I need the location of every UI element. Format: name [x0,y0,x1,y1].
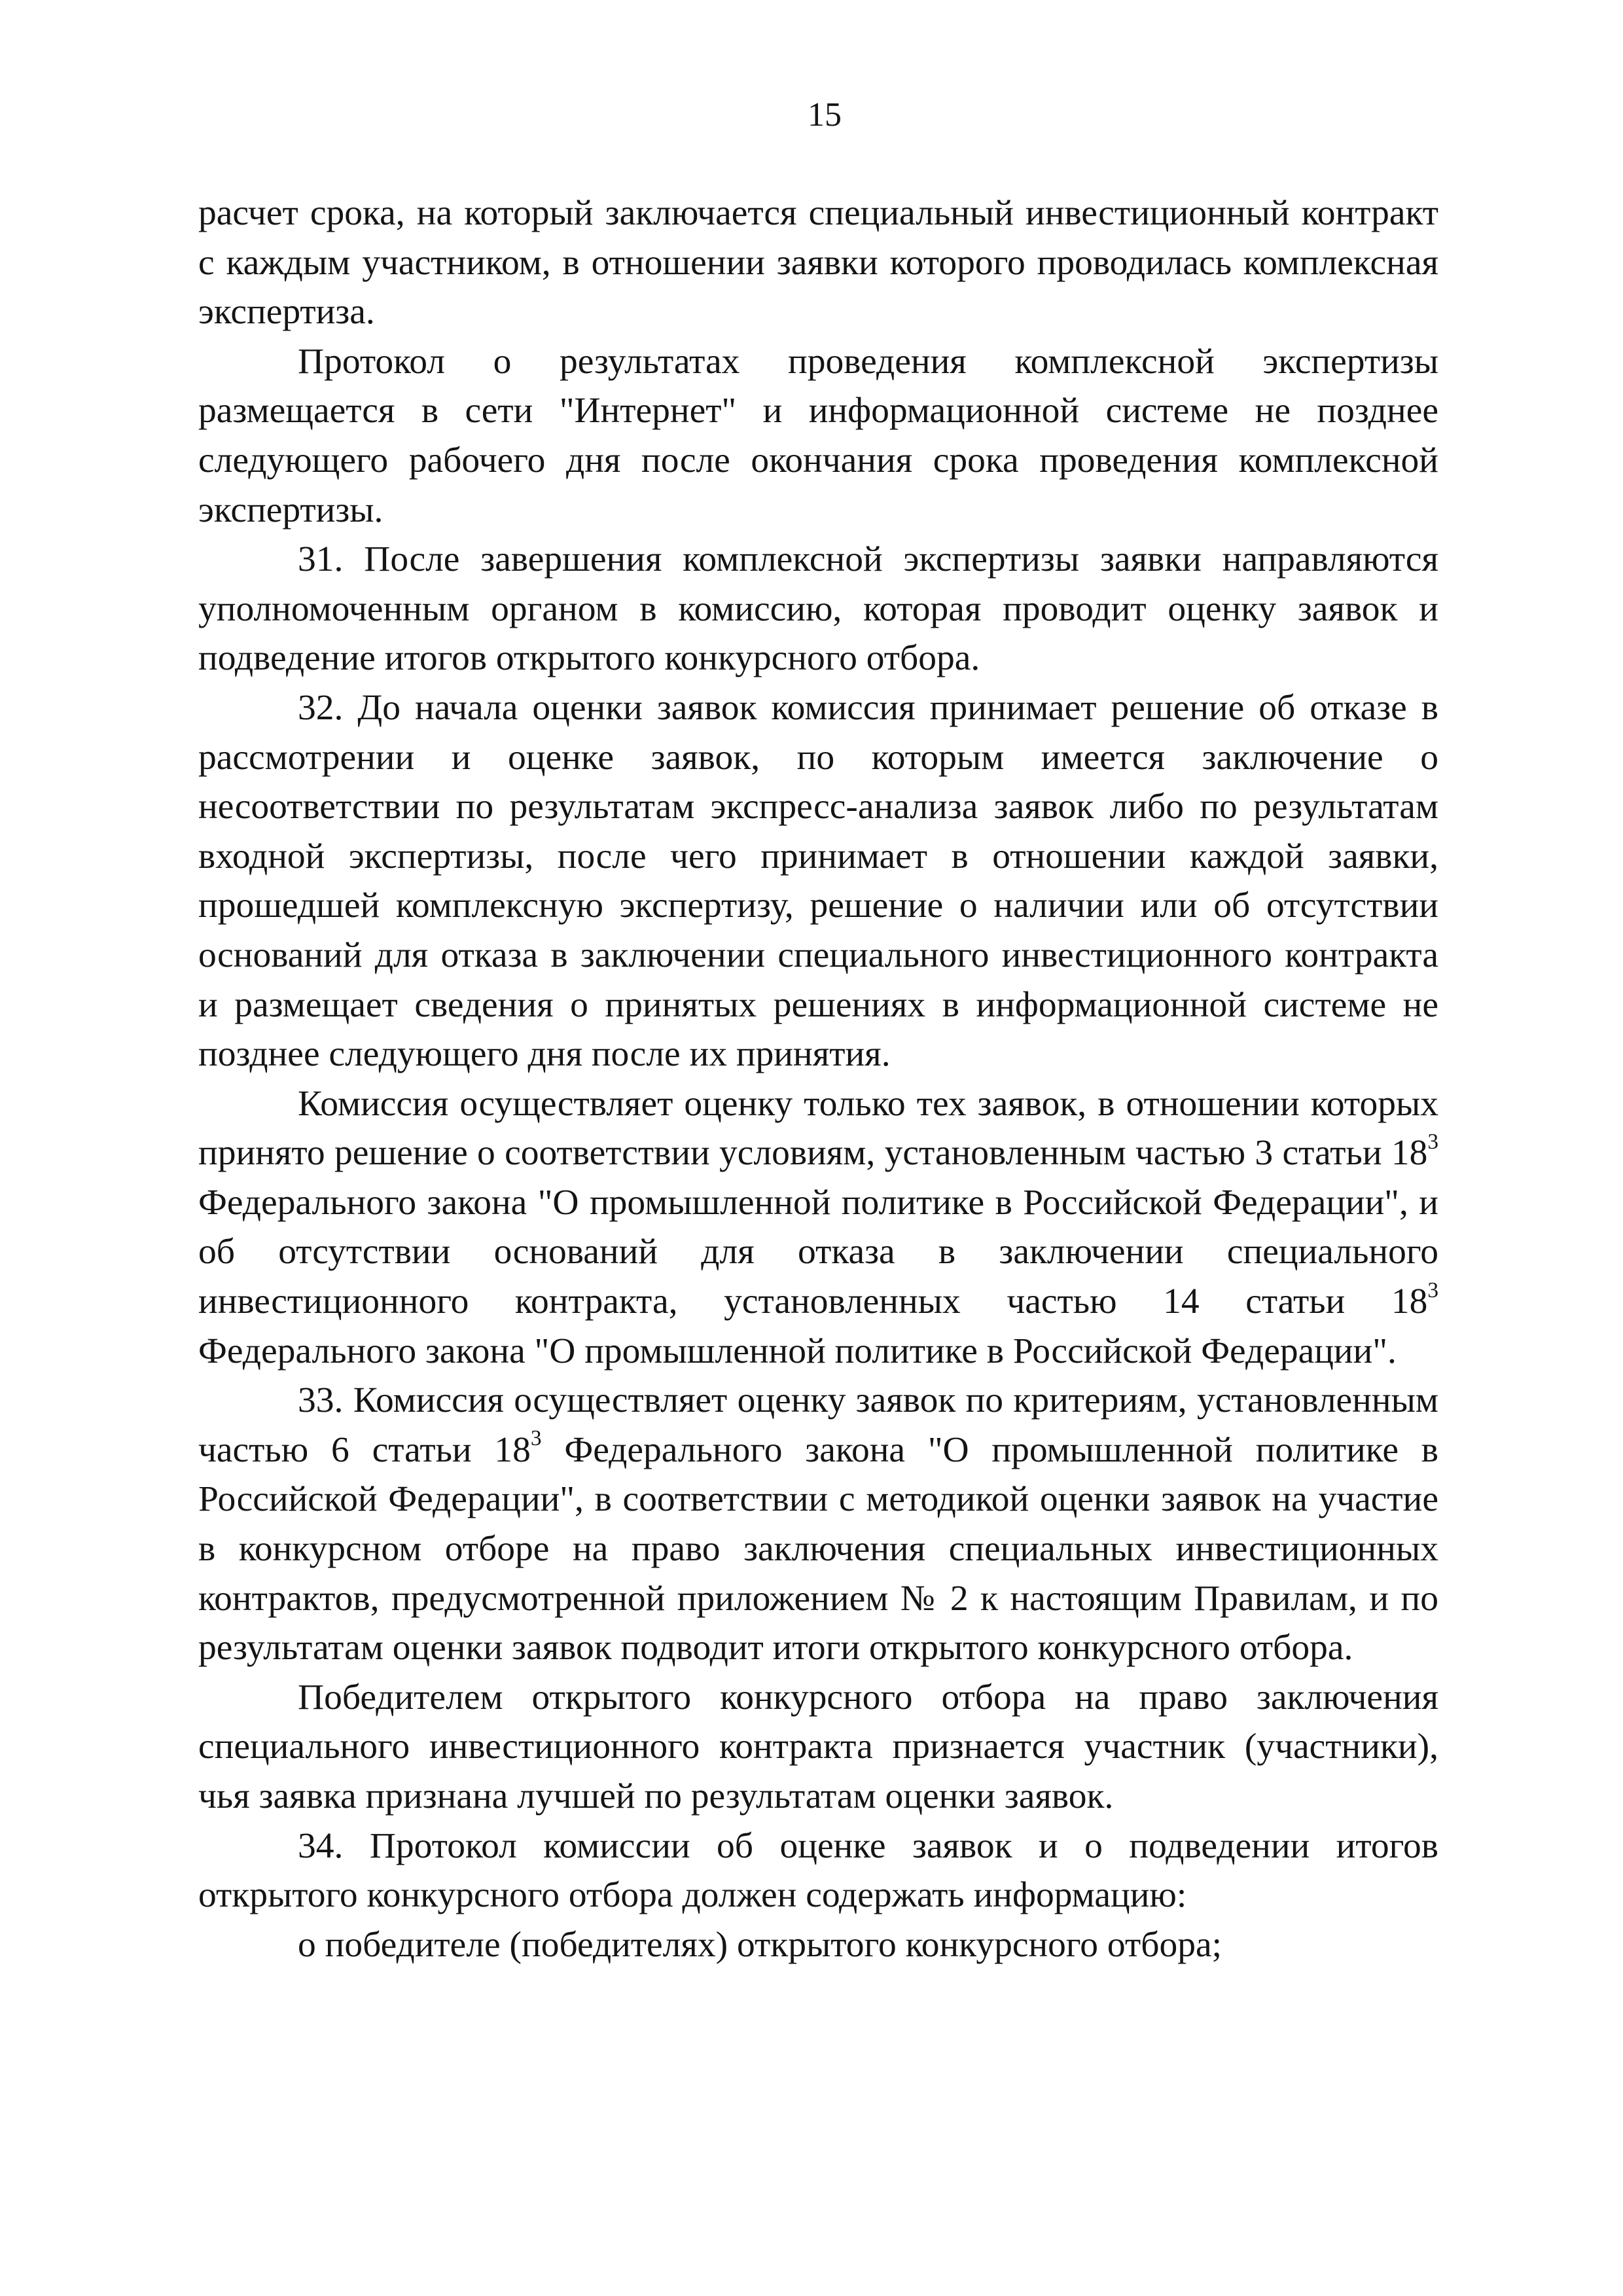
paragraph-item-33 [198,1376,1438,1673]
paragraph-winner-info: о победителе (победителях) открытого конкурсного отбора; [298,1924,1222,1965]
text-fragment: Комиссия осуществляет оценку только тех заявок, в отношении которых принято решение о соответствии условиям, установленным частью 3 статьи 18 [198,1083,1438,1174]
paragraph-item-34: 34. Протокол комиссии об оценке заявок и о подведении итогов открытого конкурсного отбора должен содержать информацию: [198,1825,1438,1916]
document-body [198,188,1438,1969]
text-fragment: Федерального закона "О промышленной политике в Российской Федерации", и об отсутствии оснований для отказа в заключении специального инвестиционного контракта, установленных частью 14 статьи 18 [198,1182,1438,1322]
superscript: 3 [1427,1129,1438,1154]
text-fragment: Федерального закона "О промышленной политике в Российской Федерации", в соответствии с методикой оценки заявок на участие в конкурсном отборе на право заключения специальных инвестиционных контрактов, предусмотренной приложением № 2 к настоящим Правилам, и по результатам оценки заявок подводит итоги открытого конкурсного отбора. [198,1429,1438,1668]
paragraph-commission-evaluation [198,1079,1438,1376]
text-fragment: Федерального закона "О промышленной политике в Российской Федерации". [198,1331,1397,1371]
superscript: 3 [1427,1278,1438,1302]
text-fragment: 33. Комиссия осуществляет оценку заявок по критериям, установленным частью 6 статьи 18 [198,1380,1438,1470]
superscript: 3 [530,1426,542,1451]
page-number: 15 [808,96,842,134]
paragraph-calculation-term: расчет срока, на который заключается специальный инвестиционный контракт с каждым участником, в отношении заявки которого проводилась комплексная экспертиза. [198,193,1438,332]
paragraph-winner: Победителем открытого конкурсного отбора на право заключения специального инвестиционного контракта признается участник (участники), чья заявка признана лучшей по результатам оценки заявок. [198,1677,1438,1816]
paragraph-item-32: 32. До начала оценки заявок комиссия принимает решение об отказе в рассмотрении и оценке заявок, по которым имеется заключение о несоответствии по результатам экспресс-анализа заявок либо по результатам входной экспертизы, после чего принимает в отношении каждой заявки, прошедшей комплексную экспертизу, решение о наличии или об отсутствии оснований для отказа в заключении специального инвестиционного контракта и размещает сведения о принятых решениях в информационной системе не позднее следующего дня после их принятия. [198,687,1438,1075]
paragraph-item-31: 31. После завершения комплексной экспертизы заявки направляются уполномоченным органом в комиссию, которая проводит оценку заявок и подведение итогов открытого конкурсного отбора. [198,539,1438,679]
paragraph-protocol-publication: Протокол о результатах проведения комплексной экспертизы размещается в сети "Интернет" и информационной системе не позднее следующего рабочего дня после окончания срока проведения комплексной экспертизы. [198,341,1438,530]
